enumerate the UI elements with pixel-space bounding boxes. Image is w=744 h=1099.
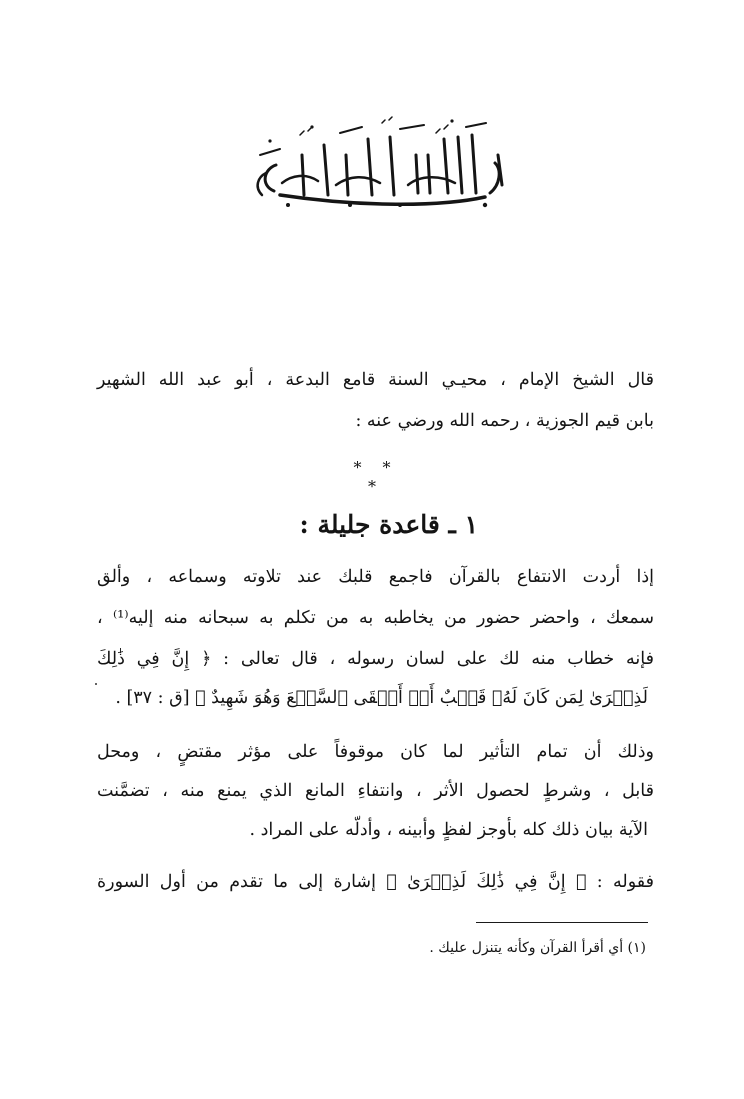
section-separator: * * * <box>353 458 399 496</box>
paragraph-2-line-3: الآية بيان ذلك كله بأوجز لفظٍ وأبينه ، وأدلّه على المراد . <box>249 820 648 840</box>
paragraph-1-line-1: إذا أردت الانتفاع بالقرآن فاجمع قلبك عند تلاوته وسماعه ، وألق <box>97 567 654 587</box>
section-heading: ١ ـ قاعدة جليلة : <box>299 510 478 539</box>
footnote: (١) أي أقرأ القرآن وكأنه يتنزل عليك . <box>429 940 646 956</box>
basmala-calligraphy <box>240 115 510 210</box>
paragraph-1-line-2: سمعك ، واحضر حضور من يخاطبه به من تكلم به سبحانه منه إليه⁽¹⁾ ، <box>97 608 654 628</box>
footnote-divider <box>476 922 648 923</box>
paragraph-3-line-1: فقوله : ﴿ إِنَّ فِي ذَٰلِكَ لَذِكۡرَىٰ ﴾ إشارة إلى ما تقدم من أول السورة <box>97 872 654 892</box>
paragraph-2-line-1: وذلك أن تمام التأثير لما كان موقوفاً على مؤثر مقتضٍ ، ومحل <box>97 742 654 762</box>
intro-line-1: قال الشيخ الإمام ، محيـي السنة قامع البدعة ، أبو عبد الله الشهير <box>97 370 654 390</box>
paragraph-2-line-2: قابل ، وشرطٍ لحصول الأثر ، وانتفاءِ المانع الذي يمنع منه ، تضمَّنت <box>97 781 654 801</box>
print-speck <box>95 683 97 685</box>
intro-line-2: بابن قيم الجوزية ، رحمه الله ورضي عنه : <box>355 411 654 431</box>
paragraph-1-line-3: فإنه خطاب منه لك على لسان رسوله ، قال تعالى : ﴿ إِنَّ فِي ذَٰلِكَ <box>97 649 654 669</box>
paragraph-1-line-4: لَذِكۡرَىٰ لِمَن كَانَ لَهُۥ قَلۡبٌ أَوۡ أَلۡقَى ٱلسَّمۡعَ وَهُوَ شَهِيدٌ ﴾ [ق : ٣٧] . <box>115 688 648 708</box>
